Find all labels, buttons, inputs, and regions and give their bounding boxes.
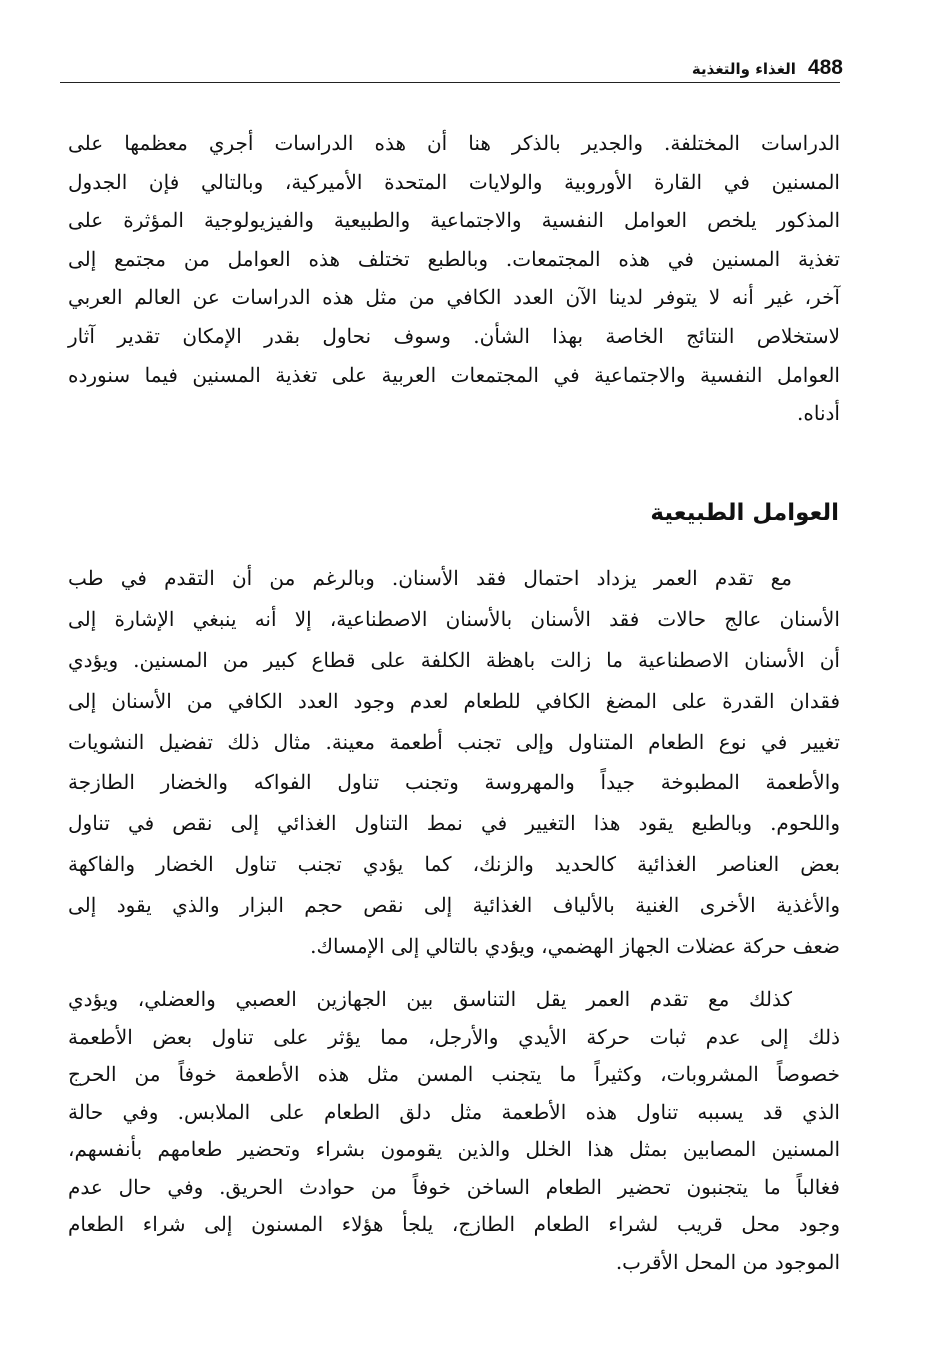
- text-line: فقدان القدرة على المضغ الكافي للطعام لعدم وجود العدد الكافي من الأسنان إلى: [68, 688, 840, 713]
- page-number: 488: [807, 56, 843, 79]
- text-line: الدراسات المختلفة. والجدير بالذكر هنا أن هذه الدراسات أجري معظمها على: [68, 131, 840, 155]
- text-line: الذي قد يسببه تناول هذه الأطعمة مثل دلق الطعام على الملابس. وفي حالة: [68, 1099, 840, 1124]
- text-line: أن الأسنان الاصطناعية ما زالت باهظة الكلفة على قطاع كبير من المسنين. ويؤدي: [68, 647, 840, 672]
- page-header: [692, 56, 843, 80]
- text-line: وجود محل قريب لشراء الطعام الطازج، يلجأ هؤلاء المسنون إلى شراء الطعام: [68, 1212, 840, 1236]
- running-title: الغذاء والتغذية: [691, 60, 796, 78]
- text-line: الموجود من المحل الأقرب.: [615, 1249, 840, 1274]
- text-line: الأسنان عالج حالات فقد الأسنان بالأسنان الاصطناعية، إلا أنه ينبغي الإشارة إلى: [68, 606, 840, 631]
- text-line: تغذية المسنين في هذه المجتمعات. وبالطبع تختلف هذه العوامل من مجتمع إلى: [68, 246, 840, 271]
- paragraph-3: [68, 981, 840, 1281]
- text-line: مع تقدم العمر يزداد احتمال فقد الأسنان. وبالرغم من أن التقدم في طب: [68, 566, 792, 590]
- section-heading: العوامل الطبيعية: [650, 500, 839, 526]
- text-line: والأغذية الأخرى الغنية بالألياف الغذائية إلى نقص حجم البزار والذي يقود إلى: [68, 893, 840, 918]
- text-line: فغالباً ما يتجنبون تحضير الطعام الساخن خوفاً من حوادث الحريق. وفي حال عدم: [68, 1174, 840, 1199]
- text-line: المسنين في القارة الأوروبية والولايات المتحدة الأميركية، وبالتالي فإن الجدول: [68, 169, 840, 194]
- text-line: آخر، غير أنه لا يتوفر لدينا الآن العدد الكافي من مثل هذه الدراسات عن العالم العربي: [68, 285, 840, 310]
- text-line: تغيير في نوع الطعام المتناول وإلى تجنب أطعمة معينة. مثال ذلك تفضيل النشويات: [68, 729, 840, 754]
- paragraph-1: [68, 124, 840, 433]
- text-line: ذلك إلى عدم ثبات حركة الأيدي والأرجل، مما يؤثر على تناول بعض الأطعمة: [68, 1024, 840, 1049]
- text-line: المذكور يلخص العوامل النفسية والاجتماعية والطبيعية والفيزيولوجية المؤثرة على: [68, 208, 840, 233]
- text-line: العوامل النفسية والاجتماعية في المجتمعات العربية على تغذية المسنين فيما سنورده: [68, 362, 840, 387]
- text-line: بعض العناصر الغذائية كالحديد والزنك، كما يؤدي تجنب تناول الخضار والفاكهة: [68, 852, 840, 877]
- text-line: ضعف حركة عضلات الجهاز الهضمي، ويؤدي بالتالي إلى الإمساك.: [310, 934, 840, 959]
- text-line: لاستخلاص النتائج الخاصة بهذا الشأن. وسوف نحاول بقدر الإمكان تقدير آثار: [68, 323, 840, 348]
- text-line: والأطعمة المطبوخة جيداً والمهروسة وتجنب تناول الفواكه والخضار الطازجة: [68, 770, 840, 795]
- text-line: المسنين المصابين بمثل هذا الخلل والذين يقومون بشراء وتحضير طعامهم بأنفسهم،: [68, 1137, 840, 1161]
- text-line: خصوصاً المشروبات، وكثيراً ما يتجنب المسن مثل هذه الأطعمة خوفاً من الحرج: [68, 1062, 840, 1086]
- paragraph-2: [68, 558, 840, 967]
- text-line: أدناه.: [797, 401, 840, 426]
- text-line: واللحوم. وبالطبع يقود هذا التغيير في نمط التناول الغذائي إلى نقص في تناول: [68, 811, 840, 836]
- text-line: كذلك مع تقدم العمر يقل التناسق بين الجهازين العصبي والعضلي، ويؤدي: [68, 987, 792, 1011]
- header-rule: [60, 82, 840, 83]
